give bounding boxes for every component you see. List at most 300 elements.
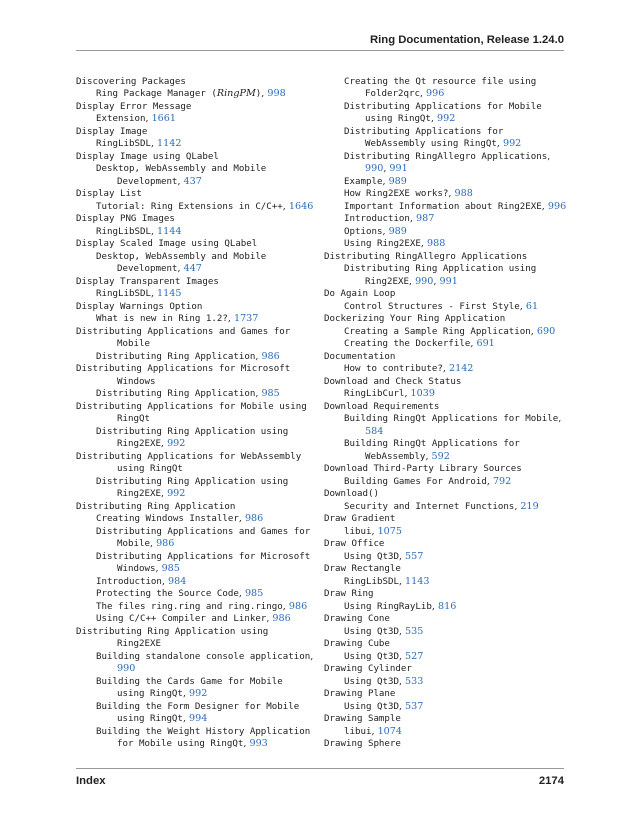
- index-subentry: [76, 738, 316, 751]
- index-subentry: [76, 463, 316, 476]
- entry-term: Distributing Ring Application: [96, 389, 256, 399]
- page-reference-link[interactable]: 986: [288, 600, 308, 612]
- entry-term: Building RingQt Applications for Mobile: [344, 414, 559, 424]
- index-subentry: [76, 576, 316, 589]
- page-reference-link[interactable]: 986: [261, 350, 280, 362]
- entry-term: Discovering Packages: [76, 76, 186, 87]
- page-reference-link[interactable]: 996: [547, 200, 567, 212]
- separator: ,: [547, 150, 551, 162]
- index-subentry: [324, 151, 569, 164]
- entry-term: What is new in Ring 1.2?: [96, 314, 228, 324]
- separator: ,: [177, 263, 184, 274]
- emphasis-text: RingPM: [216, 88, 256, 99]
- entry-term: ): [255, 89, 262, 99]
- index-subentry: [324, 201, 569, 214]
- index-subentry: [76, 113, 316, 126]
- separator: ,: [433, 275, 440, 287]
- index-subentry: [76, 513, 316, 526]
- entry-term: Creating the Qt resource file using: [344, 76, 537, 87]
- index-subentry: [324, 188, 569, 201]
- entry-term: Distributing Ring Application using: [344, 264, 537, 274]
- page-reference-link[interactable]: 537: [405, 700, 424, 712]
- page-reference-link[interactable]: 533: [405, 675, 424, 687]
- index-subentry: [324, 138, 569, 151]
- index-entry: [324, 463, 569, 476]
- page-reference-link[interactable]: 1646: [288, 200, 314, 212]
- page-reference-link[interactable]: 437: [183, 175, 202, 187]
- index-subentry: [324, 576, 569, 589]
- entry-term: Windows: [117, 376, 156, 387]
- index-subentry: [324, 601, 569, 614]
- separator: ,: [425, 450, 432, 462]
- index-subentry: [324, 526, 569, 539]
- index-subentry: [76, 476, 316, 489]
- index-subentry: [324, 101, 569, 114]
- page-reference-link[interactable]: 1143: [405, 575, 430, 587]
- entry-term: Draw Ring: [324, 589, 374, 599]
- page-reference-link[interactable]: 987: [416, 213, 435, 224]
- entry-term: Ring Package Manager (: [96, 89, 217, 99]
- entry-term: Distributing Applications for Mobile using: [76, 401, 307, 412]
- entry-term: libui: [344, 526, 372, 537]
- entry-term: Security and Internet Functions: [344, 501, 515, 512]
- entry-term: Drawing Sample: [324, 714, 401, 724]
- index-subentry: [76, 263, 316, 276]
- separator: ,: [419, 88, 427, 99]
- entry-term: RingLibCurl: [344, 389, 405, 399]
- entry-term: using RingQt: [117, 689, 183, 699]
- index-subentry: [76, 726, 316, 739]
- index-subentry: [324, 413, 569, 426]
- page-reference-link[interactable]: 989: [388, 225, 407, 237]
- index-subentry: [76, 713, 316, 726]
- index-subentry: [76, 526, 316, 539]
- separator: ,: [238, 588, 245, 599]
- separator: ,: [160, 438, 168, 449]
- separator: ,: [541, 200, 548, 212]
- page-reference-link[interactable]: 996: [426, 88, 445, 99]
- page-reference-link[interactable]: 993: [249, 738, 268, 749]
- index-entry: [324, 538, 569, 551]
- page-reference-link[interactable]: 991: [389, 163, 408, 174]
- page-footer: [76, 768, 564, 799]
- separator: ,: [310, 650, 314, 662]
- separator: ,: [150, 138, 158, 149]
- page-reference-link[interactable]: 592: [431, 450, 450, 462]
- entry-term: Development: [117, 176, 178, 187]
- entry-term: How Ring2EXE works?: [344, 189, 449, 199]
- entry-term: RingLibSDL: [96, 226, 151, 237]
- separator: ,: [558, 413, 562, 424]
- index-subentry: [76, 601, 316, 614]
- page-reference-link[interactable]: 998: [267, 88, 286, 99]
- index-subentry: [76, 88, 316, 101]
- index-subentry: [324, 238, 569, 251]
- page-reference-link[interactable]: 1737: [233, 313, 259, 324]
- separator: ,: [145, 113, 152, 124]
- separator: ,: [470, 338, 477, 349]
- entry-term: Display PNG Images: [76, 214, 175, 224]
- page-reference-link[interactable]: 2142: [449, 363, 474, 374]
- index-entry: [76, 363, 316, 376]
- separator: ,: [398, 575, 406, 587]
- index-subentry: [324, 126, 569, 139]
- entry-term: Building the Weight History Application: [96, 726, 311, 737]
- entry-term: Creating a Sample Ring Application: [344, 326, 531, 337]
- separator: ,: [486, 475, 493, 487]
- index-subentry: [76, 163, 316, 176]
- page-number: 2174: [538, 775, 564, 787]
- index-subentry: [324, 113, 569, 126]
- index-column-left: [76, 76, 316, 751]
- index-entry: [324, 376, 569, 389]
- index-entry: [76, 276, 316, 289]
- entry-term: Distributing Ring Application using: [76, 626, 269, 637]
- page-reference-link[interactable]: 989: [388, 175, 407, 187]
- entry-term: Drawing Plane: [324, 689, 396, 699]
- entry-term: Building the Cards Game for Mobile: [96, 676, 283, 687]
- footer-section-label: Index: [76, 775, 106, 787]
- entry-term: How to contribute?: [344, 364, 443, 374]
- index-subentry: [324, 363, 569, 376]
- separator: ,: [404, 388, 411, 399]
- index-subentry: [76, 613, 316, 626]
- index-subentry: [324, 726, 569, 739]
- document-title: Ring Documentation, Release 1.24.0: [370, 34, 564, 46]
- entry-term: Using Qt3D: [344, 551, 399, 562]
- separator: ,: [149, 538, 157, 549]
- index-subentry: [324, 88, 569, 101]
- page-reference-link[interactable]: 990: [415, 275, 434, 287]
- entry-term: Download Third-Party Library Sources: [324, 464, 522, 474]
- separator: ,: [420, 238, 428, 249]
- page-header: [76, 30, 564, 51]
- entry-term: Drawing Sphere: [324, 739, 401, 749]
- entry-term: Display List: [76, 189, 142, 199]
- index-subentry: [324, 651, 569, 664]
- entry-term: Options: [344, 226, 383, 237]
- page-reference-link[interactable]: 447: [183, 263, 202, 274]
- index-subentry: [76, 376, 316, 389]
- index-subentry: [76, 226, 316, 239]
- separator: ,: [496, 138, 503, 149]
- entry-term: Introduction: [96, 576, 162, 587]
- page-reference-link[interactable]: 1144: [157, 225, 182, 237]
- page-reference-link[interactable]: 1075: [377, 525, 402, 537]
- page-reference-link[interactable]: 986: [156, 538, 175, 549]
- entry-term: Display Error Message: [76, 101, 192, 112]
- index-subentry: [76, 688, 316, 701]
- separator: ,: [255, 350, 262, 362]
- entry-term: Distributing RingAllegro Applications: [344, 151, 548, 162]
- index-entry: [76, 213, 316, 226]
- separator: ,: [243, 738, 250, 749]
- index-subentry: [324, 388, 569, 401]
- index-entry: [324, 313, 569, 326]
- entry-term: Building Games For Android: [344, 476, 487, 487]
- entry-term: using RingQt: [117, 714, 183, 724]
- page-reference-link[interactable]: 1142: [157, 138, 182, 149]
- index-subentry: [324, 626, 569, 639]
- entry-term: Folder2qrc: [365, 89, 420, 99]
- index-subentry: [76, 438, 316, 451]
- entry-term: Drawing Cube: [324, 639, 390, 649]
- entry-term: Draw Office: [324, 539, 385, 549]
- entry-term: Distributing Applications for Microsoft: [96, 551, 311, 562]
- separator: ,: [150, 288, 158, 299]
- entry-term: Development: [117, 264, 178, 274]
- entry-term: Control Structures - First Style: [344, 301, 520, 312]
- separator: ,: [448, 188, 455, 199]
- entry-term: RingQt: [117, 414, 150, 424]
- entry-term: Extension: [96, 114, 146, 124]
- entry-term: RingLibSDL: [96, 289, 151, 299]
- entry-term: Using C/C++ Compiler and Linker: [96, 614, 267, 624]
- page-reference-link[interactable]: 1145: [157, 288, 182, 299]
- page-reference-link[interactable]: 527: [405, 650, 424, 662]
- separator: ,: [408, 275, 416, 287]
- entry-term: using RingQt: [365, 114, 431, 124]
- separator: ,: [255, 388, 262, 399]
- page-reference-link[interactable]: 992: [189, 688, 208, 699]
- page-reference-link[interactable]: 992: [437, 113, 456, 124]
- index-subentry: [324, 276, 569, 289]
- separator: ,: [382, 175, 389, 187]
- index-entry: [324, 738, 569, 751]
- entry-term: Display Warnings Option: [76, 301, 203, 312]
- entry-term: Building RingQt Applications for: [344, 439, 520, 449]
- separator: ,: [266, 613, 273, 624]
- page-reference-link[interactable]: 1074: [377, 725, 402, 737]
- page-reference-link[interactable]: 61: [525, 300, 539, 312]
- page-reference-link[interactable]: 1661: [151, 113, 176, 124]
- separator: ,: [282, 200, 289, 212]
- entry-term: Display Scaled Image using QLabel: [76, 239, 258, 249]
- index-entry: [76, 151, 316, 164]
- page-reference-link[interactable]: 994: [189, 713, 208, 724]
- index-subentry: [76, 588, 316, 601]
- entry-term: libui: [344, 726, 372, 737]
- separator: ,: [398, 700, 406, 712]
- index-subentry: [76, 201, 316, 214]
- index-subentry: [76, 251, 316, 264]
- separator: ,: [431, 600, 439, 612]
- page-reference-link[interactable]: 990: [117, 663, 136, 674]
- separator: ,: [155, 563, 162, 574]
- entry-term: Example: [344, 176, 383, 187]
- entry-term: Do Again Loop: [324, 289, 396, 299]
- page-reference-link[interactable]: 691: [476, 338, 495, 349]
- page-reference-link[interactable]: 991: [439, 275, 458, 287]
- index-subentry: [324, 501, 569, 514]
- entry-term: for Mobile using RingQt: [117, 739, 244, 749]
- index-entry: [76, 126, 316, 139]
- index-subentry: [324, 426, 569, 439]
- separator: ,: [442, 363, 449, 374]
- index-subentry: [76, 288, 316, 301]
- entry-term: Important Information about Ring2EXE: [344, 201, 542, 212]
- index-subentry: [76, 676, 316, 689]
- page-reference-link[interactable]: 1039: [410, 388, 435, 399]
- page-reference-link[interactable]: 219: [520, 500, 539, 512]
- page-reference-link[interactable]: 985: [244, 588, 264, 599]
- index-subentry: [324, 163, 569, 176]
- index-subentry: [76, 551, 316, 564]
- separator: ,: [409, 213, 417, 224]
- entry-term: Distributing Applications for Mobile: [344, 101, 542, 112]
- page-reference-link[interactable]: 557: [405, 550, 424, 562]
- index-entry: [324, 688, 569, 701]
- entry-term: Introduction: [344, 214, 410, 224]
- index-subentry: [76, 426, 316, 439]
- entry-term: Ring2EXE: [117, 639, 161, 649]
- index-subentry: [76, 663, 316, 676]
- entry-term: RingLibSDL: [344, 576, 399, 587]
- index-entry: [324, 713, 569, 726]
- index-subentry: [76, 388, 316, 401]
- index-subentry: [324, 451, 569, 464]
- index-subentry: [76, 488, 316, 501]
- page-reference-link[interactable]: 990: [365, 163, 384, 174]
- index-entry: [76, 451, 316, 464]
- entry-term: Distributing Ring Application: [96, 351, 256, 362]
- index-subentry: [324, 176, 569, 189]
- page-reference-link[interactable]: 984: [168, 575, 187, 587]
- entry-term: Distributing Applications and Games for: [76, 326, 291, 337]
- separator: ,: [514, 500, 521, 512]
- page-reference-link[interactable]: 992: [167, 438, 186, 449]
- index-subentry: [76, 138, 316, 151]
- index-subentry: [76, 313, 316, 326]
- page-reference-link[interactable]: 985: [261, 388, 280, 399]
- index-entry: [76, 326, 316, 339]
- separator: ,: [177, 175, 184, 187]
- separator: ,: [398, 625, 406, 637]
- separator: ,: [383, 163, 390, 174]
- separator: ,: [398, 675, 406, 687]
- page-reference-link[interactable]: 992: [167, 488, 186, 499]
- index-entry: [76, 238, 316, 251]
- separator: ,: [160, 488, 168, 499]
- index-entry: [324, 251, 569, 264]
- entry-term: Documentation: [324, 351, 396, 362]
- entry-term: Distributing Ring Application using: [96, 476, 289, 487]
- index-entry: [324, 613, 569, 626]
- index-subentry: [76, 413, 316, 426]
- index-subentry: [324, 476, 569, 489]
- index-subentry: [76, 638, 316, 651]
- entry-term: Download and Check Status: [324, 376, 462, 387]
- index-subentry: [324, 338, 569, 351]
- index-subentry: [76, 651, 316, 664]
- index-subentry: [324, 701, 569, 714]
- entry-term: Distributing Ring Application using: [96, 426, 289, 437]
- separator: ,: [430, 113, 438, 124]
- entry-term: Distributing RingAllegro Applications: [324, 251, 528, 262]
- index-entry: [76, 101, 316, 114]
- entry-term: Using Qt3D: [344, 651, 399, 662]
- index-subentry: [324, 438, 569, 451]
- separator: ,: [398, 550, 406, 562]
- index-entry: [76, 188, 316, 201]
- separator: ,: [519, 300, 526, 312]
- entry-term: WebAssembly: [365, 451, 426, 462]
- index-entry: [324, 638, 569, 651]
- separator: ,: [182, 688, 190, 699]
- entry-term: Distributing Ring Application: [76, 501, 236, 512]
- index-entry: [324, 513, 569, 526]
- index-entry: [324, 663, 569, 676]
- page-reference-link[interactable]: 690: [536, 325, 556, 337]
- page-reference-link[interactable]: 985: [161, 563, 180, 574]
- index-subentry: [76, 176, 316, 189]
- entry-term: Creating the Dockerfile: [344, 339, 471, 349]
- separator: ,: [182, 713, 190, 724]
- page-reference-link[interactable]: 535: [405, 625, 424, 637]
- page-reference-link[interactable]: 992: [502, 138, 522, 149]
- page-reference-link[interactable]: 988: [454, 188, 473, 199]
- index-entry: [76, 301, 316, 314]
- index-subentry: [76, 701, 316, 714]
- entry-term: Building the Form Designer for Mobile: [96, 701, 300, 712]
- index-entry: [324, 563, 569, 576]
- entry-term: Download(): [324, 489, 379, 499]
- index-entry: [324, 488, 569, 501]
- entry-term: Download Requirements: [324, 401, 440, 412]
- index-entry: [324, 288, 569, 301]
- index-entry: [324, 401, 569, 414]
- index-subentry: [324, 551, 569, 564]
- entry-term: Using RingRayLib: [344, 601, 432, 612]
- separator: ,: [227, 313, 234, 324]
- index-subentry: [324, 226, 569, 239]
- entry-term: WebAssembly using RingQt: [365, 139, 497, 149]
- entry-term: RingLibSDL: [96, 139, 151, 149]
- page-reference-link[interactable]: 986: [272, 613, 291, 624]
- separator: ,: [371, 525, 378, 537]
- page-reference-link[interactable]: 816: [438, 600, 457, 612]
- entry-term: Drawing Cone: [324, 614, 390, 624]
- index-entry: [324, 588, 569, 601]
- entry-term: Drawing Cylinder: [324, 664, 412, 674]
- entry-term: Ring2EXE: [117, 439, 161, 449]
- entry-term: The files ring.ring and ring.ringo: [96, 601, 283, 612]
- index-subentry: [324, 326, 569, 339]
- entry-term: Display Image: [76, 126, 148, 137]
- page-reference-link[interactable]: 988: [427, 238, 446, 249]
- entry-term: Building standalone console application: [96, 651, 311, 662]
- index-entry: [76, 501, 316, 514]
- index-entry: [76, 76, 316, 89]
- separator: ,: [150, 225, 158, 237]
- entry-term: Mobile: [117, 539, 150, 549]
- page-reference-link[interactable]: 584: [365, 425, 384, 437]
- entry-term: Ring2EXE: [117, 489, 161, 499]
- entry-term: Draw Rectangle: [324, 564, 401, 574]
- separator: ,: [371, 725, 378, 737]
- entry-term: Dockerizing Your Ring Application: [324, 314, 506, 324]
- entry-term: Using Qt3D: [344, 626, 399, 637]
- page-reference-link[interactable]: 792: [492, 475, 512, 487]
- page-reference-link[interactable]: 986: [244, 513, 264, 524]
- index-subentry: [324, 76, 569, 89]
- entry-term: Display Image using QLabel: [76, 151, 219, 162]
- separator: ,: [161, 575, 169, 587]
- entry-term: Tutorial: Ring Extensions in C/C++: [96, 201, 283, 212]
- entry-term: Windows: [117, 564, 156, 574]
- separator: ,: [398, 650, 406, 662]
- entry-term: Protecting the Source Code: [96, 589, 239, 599]
